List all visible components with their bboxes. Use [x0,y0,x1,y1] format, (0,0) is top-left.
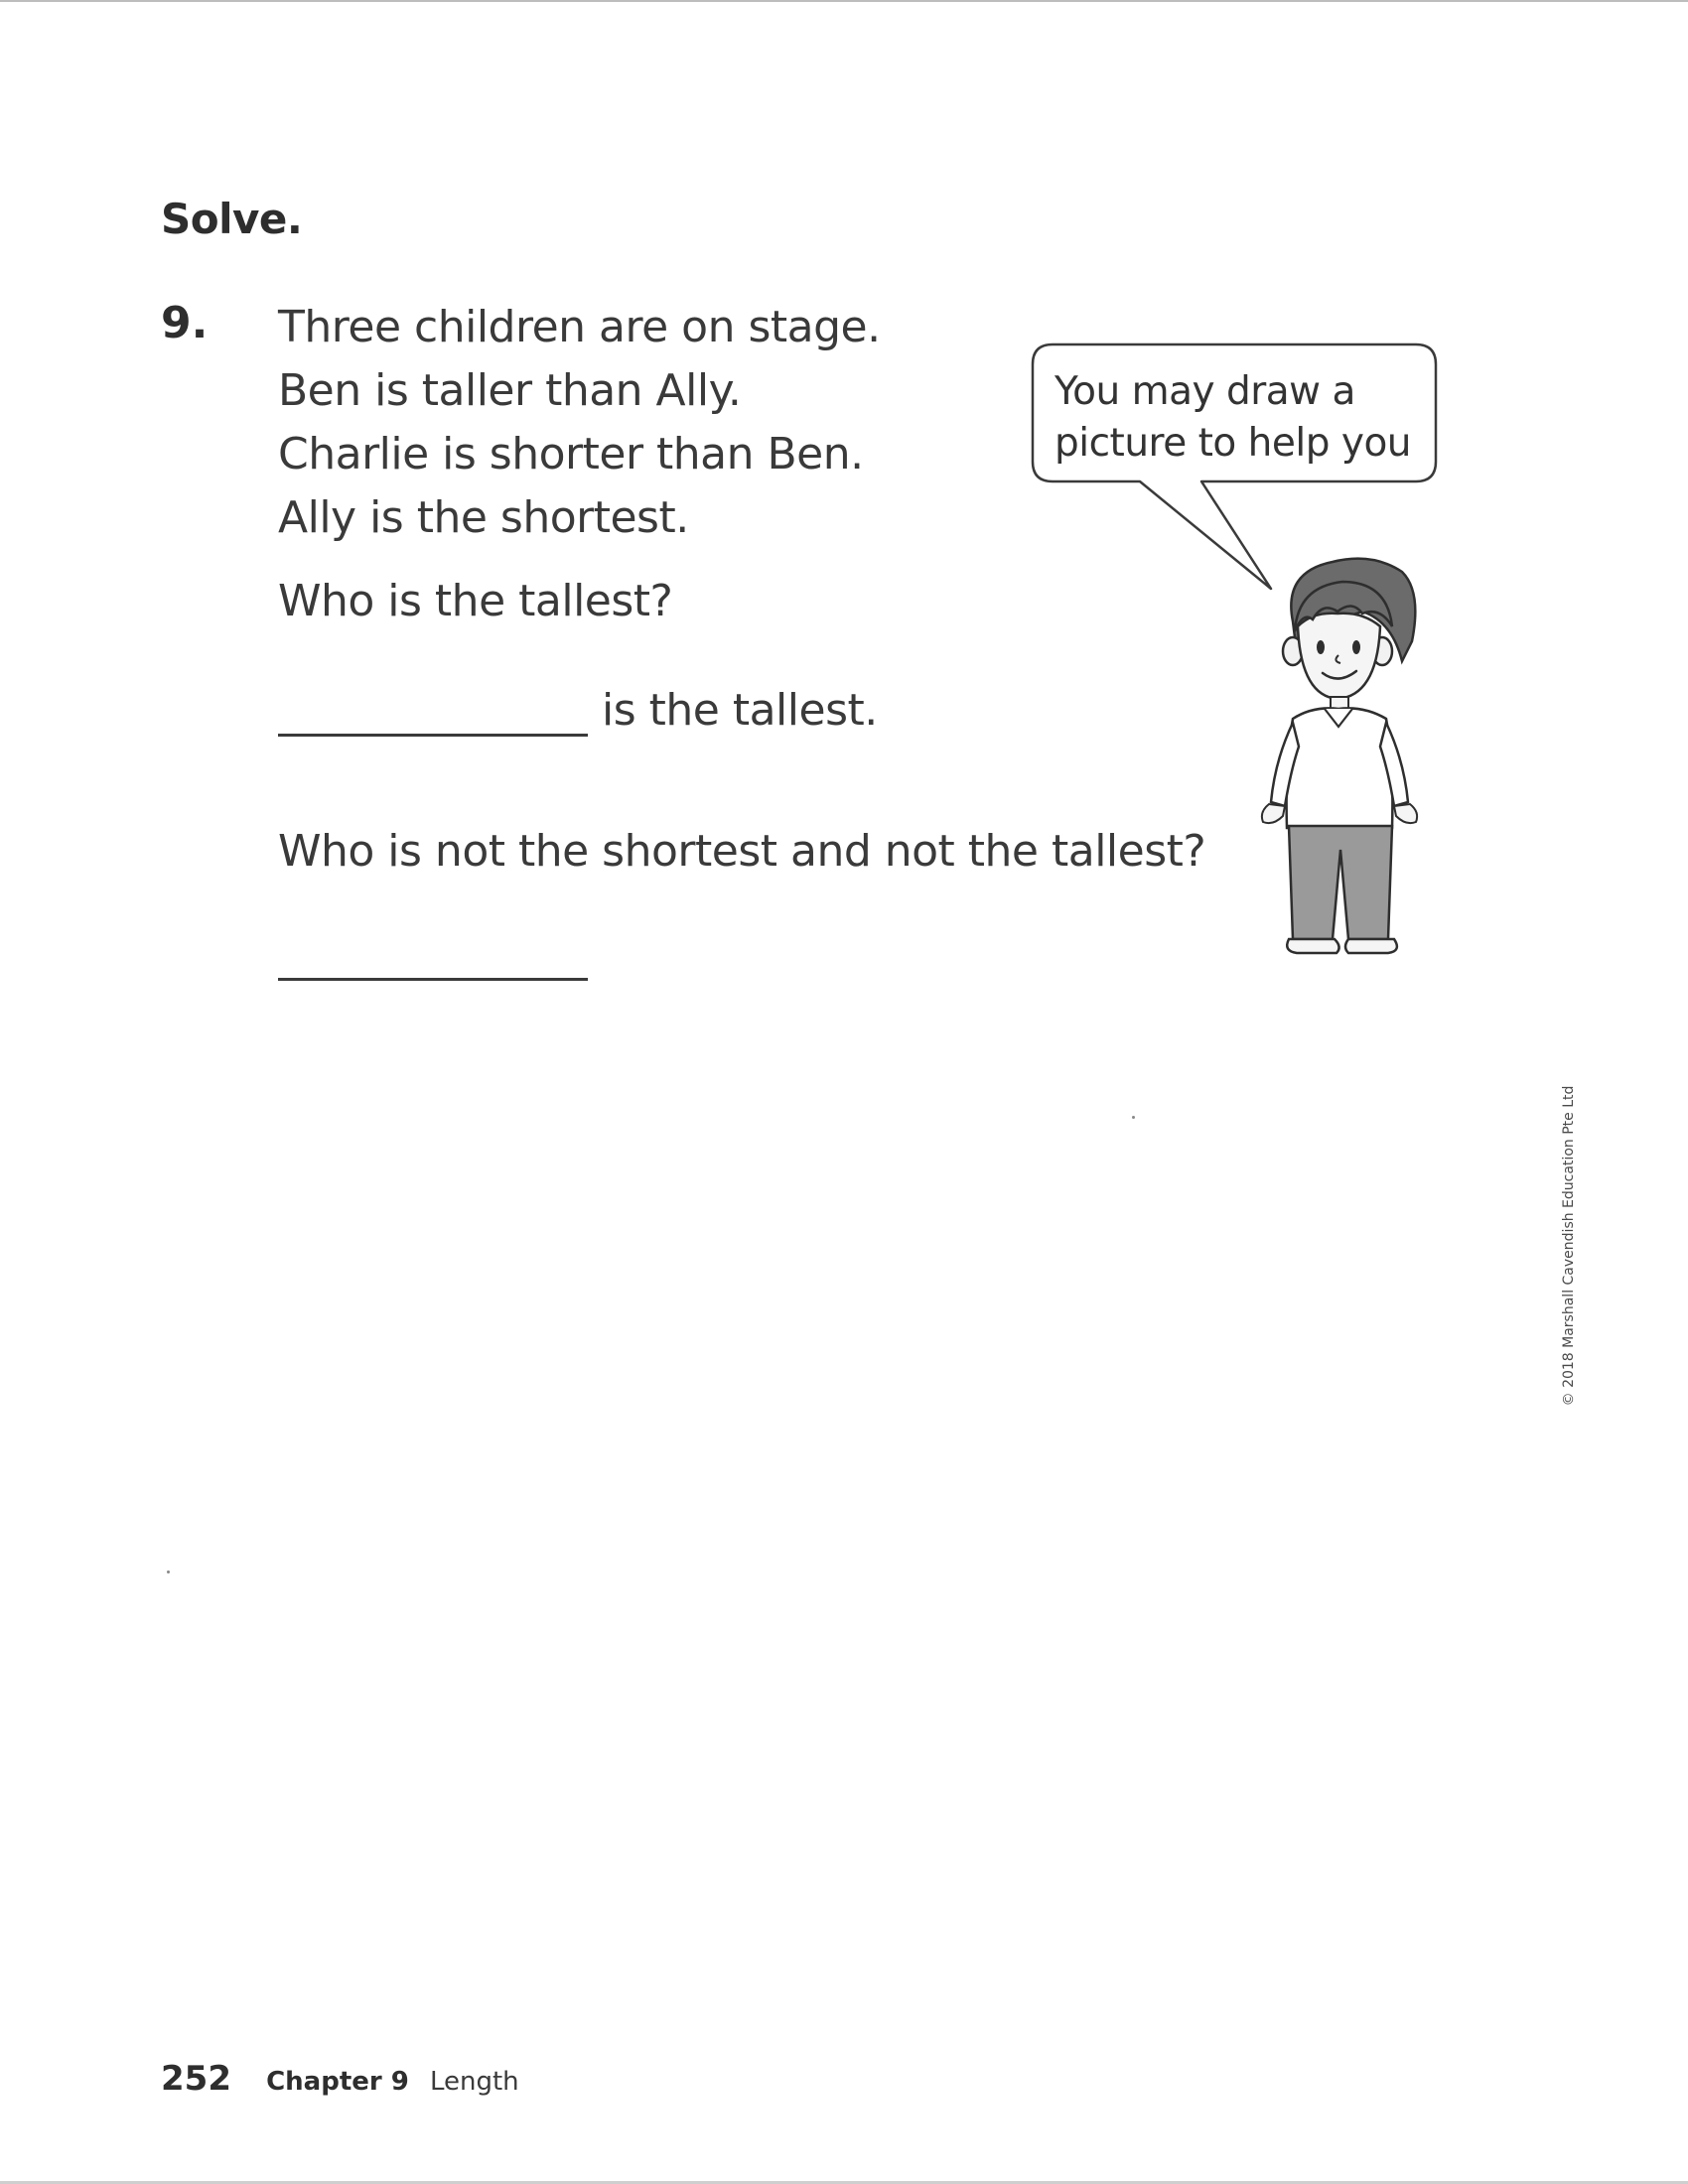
question-number: 9. [161,298,209,348]
chapter-label: Chapter 9 [266,2067,409,2097]
answer-suffix: is the tallest. [602,685,878,736]
answer-blank-middle[interactable] [278,978,588,981]
answer-blank-tallest[interactable] [278,734,588,737]
question-stem [278,296,881,550]
boy-illustration [1253,552,1442,959]
stem-line: Three children are on stage. [278,302,881,352]
section-heading: Solve. [161,195,303,243]
bubble-line: picture to help you [1055,421,1412,466]
speech-bubble-text [1055,366,1422,470]
prompt-tallest: Who is the tallest? [278,576,673,626]
copyright-notice: © 2018 Marshall Cavendish Education Pte Ltd [1561,1085,1577,1407]
page-top-edge [0,0,1688,2]
stem-line: Charlie is shorter than Ben. [278,429,864,479]
chapter-title: Length [429,2067,519,2097]
stem-line: Ben is taller than Ally. [278,365,742,416]
bubble-line: You may draw a [1055,369,1355,414]
scan-speck [1132,1116,1135,1119]
page-footer [161,2059,519,2099]
scan-speck [167,1570,170,1573]
page-number: 252 [161,2059,231,2099]
stem-line: Ally is the shortest. [278,492,689,543]
prompt-middle: Who is not the shortest and not the tallest? [278,826,1206,877]
